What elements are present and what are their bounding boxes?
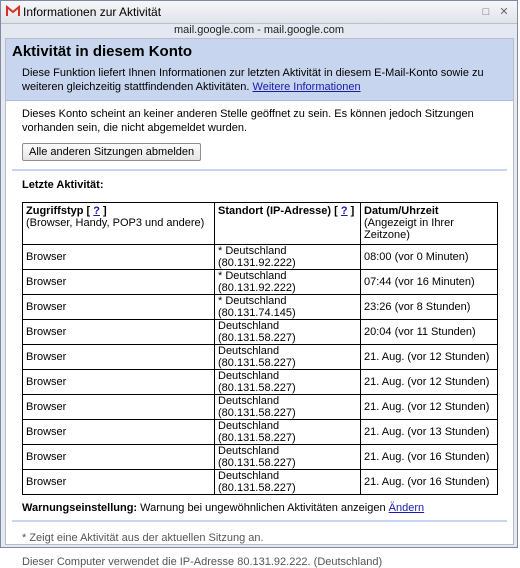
change-warning-link[interactable]: Ändern: [388, 502, 425, 514]
logout-other-sessions-button[interactable]: Alle anderen Sitzungen abmelden: [22, 143, 201, 161]
cell-access-type: Browser: [23, 345, 215, 370]
recent-activity-title: Letzte Aktivität:: [22, 179, 104, 191]
cell-access-type: Browser: [23, 395, 215, 420]
cell-location: Deutschland (80.131.58.227): [215, 395, 361, 420]
session-notice: Dieses Konto scheint an keiner anderen Stelle geöffnet zu sein. Es können jedoch Sitzungen vorhanden sein, die nicht abgemeldet wurden.: [22, 108, 474, 134]
table-row: [23, 395, 498, 420]
ip-info: Dieser Computer verwendet die IP-Adresse 80.131.92.222. (Deutschland): [22, 556, 383, 568]
cell-access-type: Browser: [23, 445, 215, 470]
close-icon[interactable]: ✕: [499, 6, 509, 18]
cell-datetime: 20:04 (vor 11 Stunden): [361, 320, 498, 345]
table-row: [23, 320, 498, 345]
table-row: [23, 420, 498, 445]
header-datetime: Datum/Uhrzeit (Angezeigt in Ihrer Zeitzone): [361, 203, 498, 245]
cell-datetime: 21. Aug. (vor 16 Stunden): [361, 470, 498, 495]
cell-location: Deutschland (80.131.58.227): [215, 345, 361, 370]
table-row: [23, 245, 498, 270]
gmail-m-icon: [6, 5, 20, 17]
cell-access-type: Browser: [23, 420, 215, 445]
cell-datetime: 23:26 (vor 8 Stunden): [361, 295, 498, 320]
cell-datetime: 21. Aug. (vor 13 Stunden): [361, 420, 498, 445]
cell-datetime: 07:44 (vor 16 Minuten): [361, 270, 498, 295]
window-title: Informationen zur Aktivität: [23, 5, 162, 19]
cell-location: Deutschland (80.131.58.227): [215, 320, 361, 345]
banner-description: [22, 66, 513, 94]
more-info-link[interactable]: Weitere Informationen: [252, 81, 361, 93]
location-help-link[interactable]: ?: [340, 205, 348, 217]
cell-access-type: Browser: [23, 370, 215, 395]
divider: [12, 169, 507, 171]
info-banner: [6, 39, 513, 101]
cell-access-type: Browser: [23, 295, 215, 320]
table-row: [23, 295, 498, 320]
warning-label: Warnungseinstellung:: [22, 502, 138, 514]
cell-access-type: Browser: [23, 320, 215, 345]
cell-location: Deutschland (80.131.58.227): [215, 470, 361, 495]
cell-location: * Deutschland (80.131.74.145): [215, 295, 361, 320]
header-location: Standort (IP-Adresse) [ ? ]: [215, 203, 361, 245]
cell-datetime: 21. Aug. (vor 12 Stunden): [361, 395, 498, 420]
cell-location: * Deutschland (80.131.92.222): [215, 270, 361, 295]
table-row: [23, 370, 498, 395]
warning-setting: [22, 502, 513, 514]
page-title: Aktivität in diesem Konto: [12, 43, 193, 60]
warning-value: Warnung bei ungewöhnlichen Aktivitäten anzeigen: [140, 502, 386, 514]
cell-access-type: Browser: [23, 245, 215, 270]
cell-access-type: Browser: [23, 270, 215, 295]
table-row: [23, 470, 498, 495]
url-bar: mail.google.com - mail.google.com: [174, 24, 344, 36]
cell-location: Deutschland (80.131.58.227): [215, 420, 361, 445]
maximize-icon[interactable]: □: [482, 6, 490, 18]
table-row: [23, 270, 498, 295]
cell-location: Deutschland (80.131.58.227): [215, 370, 361, 395]
table-row: [23, 345, 498, 370]
activity-table: [22, 202, 498, 495]
banner-text: Diese Funktion liefert Ihnen Informationen zur letzten Aktivität in diesem E-Mail-Konto sowie zu weiteren gleichzeitig stattfindenden Aktivitäten.: [22, 67, 484, 93]
cell-datetime: 21. Aug. (vor 12 Stunden): [361, 370, 498, 395]
divider: [12, 520, 507, 522]
datetime-subtitle: (Angezeigt in Ihrer Zeitzone): [364, 217, 454, 241]
cell-location: * Deutschland (80.131.92.222): [215, 245, 361, 270]
cell-datetime: 21. Aug. (vor 16 Stunden): [361, 445, 498, 470]
session-footnote: * Zeigt eine Aktivität aus der aktuellen Sitzung an.: [22, 532, 264, 544]
header-access-type: Zugriffstyp [ ? ] (Browser, Handy, POP3 und andere): [23, 203, 215, 245]
content-area: [5, 38, 514, 568]
cell-datetime: 08:00 (vor 0 Minuten): [361, 245, 498, 270]
access-type-subtitle: (Browser, Handy, POP3 und andere): [26, 217, 205, 229]
cell-location: Deutschland (80.131.58.227): [215, 445, 361, 470]
access-type-help-link[interactable]: ?: [93, 205, 100, 217]
cell-datetime: 21. Aug. (vor 12 Stunden): [361, 345, 498, 370]
title-bar[interactable]: [1, 1, 517, 24]
table-row: [23, 445, 498, 470]
cell-access-type: Browser: [23, 470, 215, 495]
